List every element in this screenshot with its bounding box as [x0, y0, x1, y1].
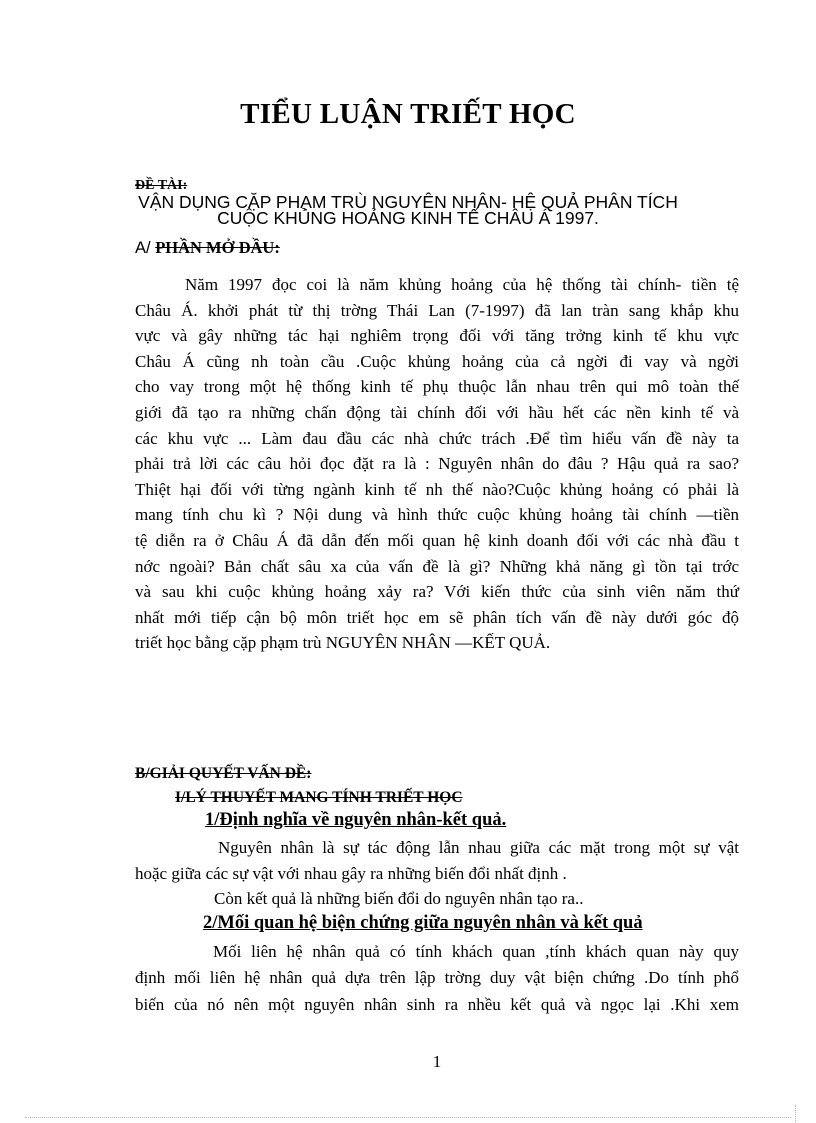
page-number: 1: [432, 1052, 442, 1071]
section-a-label: PHẦN MỞ ĐẦU:: [155, 238, 280, 257]
rel-line-2: định mối liên hệ nhân quả dựa trên lập trờng duy vật biện chứng .Do tính phổ: [135, 968, 739, 987]
intro-line: Châu Á. khởi phát từ thị trờng Thái Lan (7-1997) đã lan tràn sang khắp khu: [135, 300, 739, 320]
intro-line: các khu vực ... Làm đau đầu các nhà chức trách .Để tìm hiểu vấn đề này ta: [135, 428, 739, 448]
intro-line: phải trả lời các câu hỏi đọc đặt ra là : Nguyên nhân do đâu ? Hậu quả ra sao?: [135, 454, 739, 474]
intro-line: Châu Á cũng nh toàn cầu .Cuộc khủng hoảng của cả ngời đi vay và ngời: [135, 351, 739, 371]
section-b-subheading: I/LÝ THUYẾT MANG TÍNH TRIẾT HỌC: [175, 789, 463, 806]
topic-label: ĐỀ TÀI:: [135, 178, 188, 193]
section-b-heading: B/GIẢI QUYẾT VẤN ĐỀ:: [135, 765, 312, 782]
def-line-3: Còn kết quả là những biến đổi do nguyên nhân tạo ra..: [214, 889, 584, 908]
section-a-heading: [135, 238, 280, 258]
document-title: TIỂU LUẬN TRIẾT HỌC: [240, 98, 576, 130]
def-line-1: Nguyên nhân là sự tác động lẫn nhau giữa các mặt trong một sự vật: [218, 838, 739, 857]
def-line-2: hoặc giữa các sự vật với nhau gây ra những biến đổi nhất định .: [135, 864, 567, 883]
intro-line: giới đã tạo ra những chấn động tài chính đối với hầu hết các nền kinh tế và: [135, 403, 739, 422]
section-a-prefix: A/: [135, 239, 156, 257]
page-border-bottom: [25, 1117, 791, 1118]
rel-line-1: Mối liên hệ nhân quả có tính khách quan ,tính khách quan này quy: [213, 942, 739, 961]
topic-line-2: CUỘC KHỦNG HOẢNG KINH TẾ CHÂU Á 1997.: [217, 208, 599, 228]
intro-line: và sau khi cuộc khủng hoảng xảy ra? Với kiến thức của sinh viên năm thứ: [135, 582, 739, 602]
intro-line: mang tính chu kì ? Nội dung và hình thức cuộc khủng hoảng tài chính —tiền: [135, 505, 739, 525]
intro-line: nớc ngoài? Bản chất sâu xa của vấn đề là gì? Những khả năng gì tồn tại trớc: [135, 556, 739, 576]
intro-line: Thiệt hại đối với từng ngành kinh tế nh thế nào?Cuộc khủng hoảng có phải là: [135, 479, 739, 499]
heading-relationship: 2/Mối quan hệ biện chứng giữa nguyên nhân và kết quả: [203, 913, 643, 933]
intro-line: cho vay trong một hệ thống kinh tế phụ thuộc lẫn nhau trên qui mô toàn thế: [135, 377, 739, 397]
intro-line: triết học bằng cặp phạm trù NGUYÊN NHÂN —KẾT QUẢ.: [135, 633, 551, 653]
rel-line-3: biến của nó nên một nguyên nhân sinh ra nhều kết quả và ngọc lại .Khi xem: [135, 995, 739, 1014]
topic-line-1: VẬN DỤNG CẶP PHẠM TRÙ NGUYÊN NHÂN- HỆ QUẢ PHÂN TÍCH: [138, 192, 678, 212]
intro-line: Năm 1997 đọc coi là năm khủng hoảng của hệ thống tài chính- tiền tệ: [185, 275, 739, 294]
page-border-right: [795, 1105, 796, 1123]
heading-definition: 1/Định nghĩa về nguyên nhân-kết quả.: [205, 810, 507, 830]
intro-line: vực và gây những tác hại nghiêm trọng đối với tăng trởng kinh tế khu vực: [135, 326, 739, 346]
intro-line: nhất mới tiếp cận bộ môn triết học em sẽ phân tích vấn đề này dưới góc độ: [135, 607, 739, 627]
intro-line: tệ diễn ra ở Châu Á đã dẫn đến mối quan hệ kinh doanh đối với các nhà đầu t: [135, 531, 739, 550]
